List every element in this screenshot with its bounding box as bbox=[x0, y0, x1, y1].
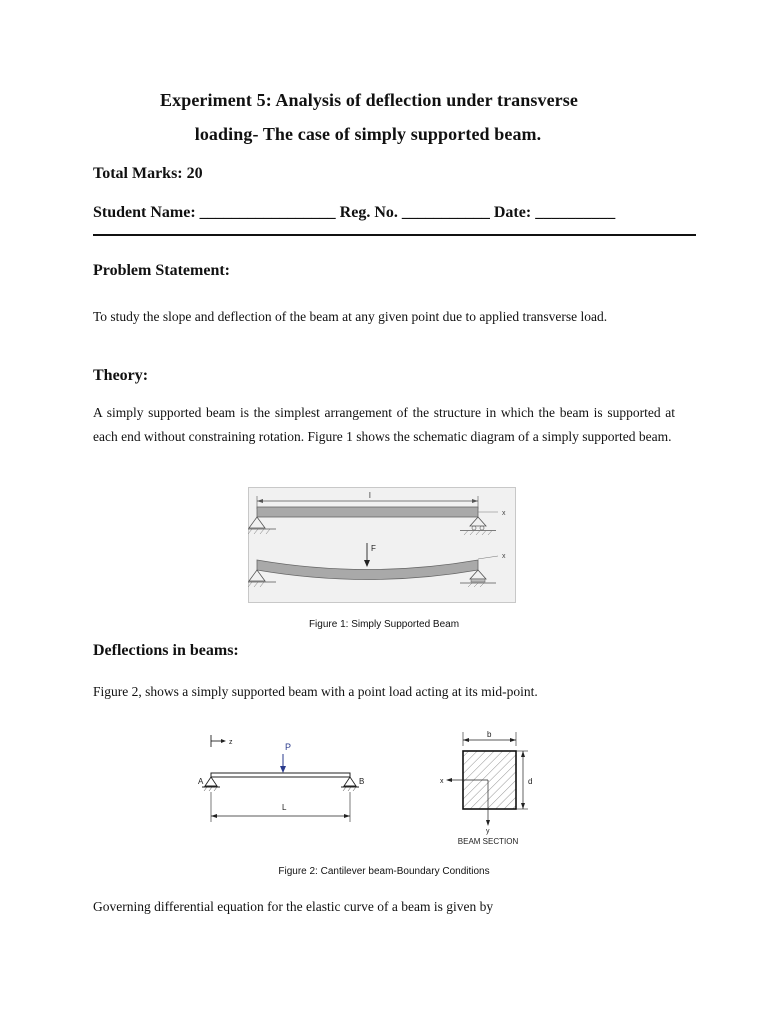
figure-2-beam-section bbox=[432, 728, 542, 850]
governing-equation-text: Governing differential equation for the elastic curve of a beam is given by bbox=[93, 899, 494, 914]
title-line-1: Experiment 5: Analysis of deflection under transverse bbox=[160, 90, 578, 110]
support-a-label: A bbox=[198, 777, 204, 786]
force-label: F bbox=[371, 544, 376, 553]
pin-support-b-icon bbox=[344, 777, 356, 786]
pin-support-a-icon bbox=[205, 777, 217, 786]
beam bbox=[211, 773, 350, 777]
z-axis-label: z bbox=[229, 739, 233, 746]
figure-2-beam-with-point-load bbox=[196, 730, 376, 830]
span-l-label: L bbox=[282, 803, 287, 812]
section-x-label: x bbox=[440, 778, 444, 785]
total-marks: Total Marks: 20 bbox=[93, 165, 203, 182]
deflections-heading: Deflections in beams: bbox=[93, 642, 239, 659]
width-b-label: b bbox=[487, 730, 492, 739]
x-axis-label-bottom: x bbox=[502, 553, 506, 560]
theory-heading: Theory: bbox=[93, 367, 149, 384]
x-axis-label-top: x bbox=[502, 510, 506, 517]
figure-1-simply-supported-beam bbox=[248, 487, 516, 603]
student-info-line: Student Name: _________________ Reg. No. ___________ Date: __________ bbox=[93, 204, 616, 221]
problem-statement-text: To study the slope and deflection of the beam at any given point due to applied transverse load. bbox=[93, 309, 608, 324]
figure-2-caption: Figure 2: Cantilever beam-Boundary Conditions bbox=[278, 866, 490, 877]
theory-text: A simply supported beam is the simplest arrangement of the structure in which the beam is supported at each end without constraining rotation. Figure 1 shows the schematic diagram of a simply supported beam. bbox=[93, 405, 675, 444]
header-divider bbox=[93, 234, 696, 236]
problem-statement-heading: Problem Statement: bbox=[93, 262, 230, 279]
support-b-label: B bbox=[359, 777, 365, 786]
figure-1-caption: Figure 1: Simply Supported Beam bbox=[308, 619, 460, 630]
undeformed-beam bbox=[257, 507, 478, 517]
load-p-label: P bbox=[285, 742, 292, 752]
beam-section-label: BEAM SECTION bbox=[457, 837, 519, 846]
deflections-text: Figure 2, shows a simply supported beam with a point load acting at its mid-point. bbox=[93, 684, 538, 699]
length-label: l bbox=[369, 491, 371, 500]
section-y-label: y bbox=[486, 828, 490, 835]
title-line-2: loading- The case of simply supported beam. bbox=[194, 124, 542, 144]
depth-d-label: d bbox=[528, 777, 533, 786]
